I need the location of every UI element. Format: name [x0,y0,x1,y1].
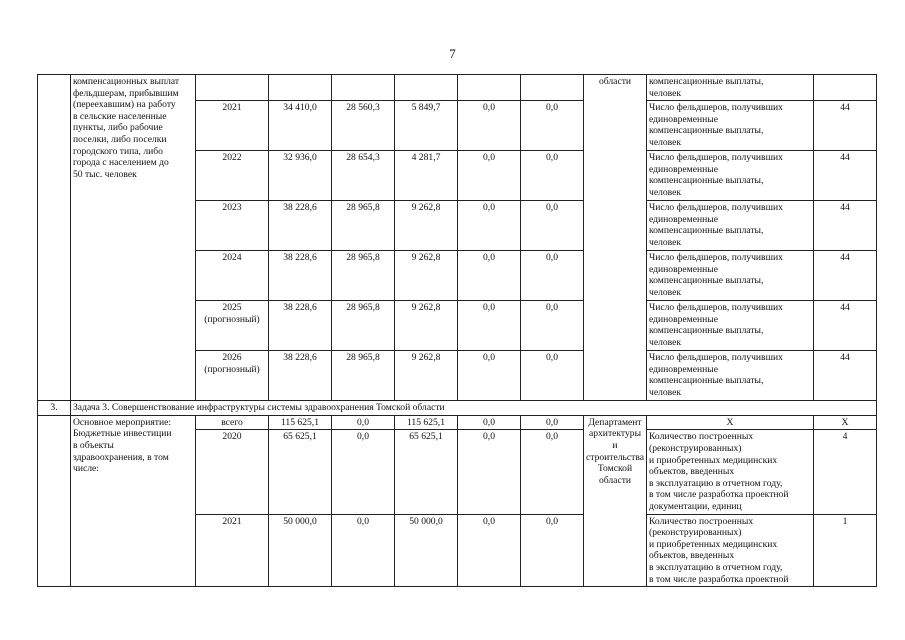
indicator-cell: Количество построенных (реконструированных) и приобретенных медицинских объектов, введенных в эксплуатацию в отчетном году, в том числе разработка проектной [647,514,814,587]
indicator-value-cell: 44 [814,251,877,301]
page-number: 7 [449,46,456,61]
local-cell: 0,0 [458,430,521,514]
task-number-cell: 3. [38,401,71,416]
responsible-cell: области [584,75,647,401]
regional-cell: 9 262,8 [395,201,458,251]
indicator-value-cell: 44 [814,351,877,401]
other-cell: 0,0 [521,430,584,514]
federal-cell: 28 965,8 [332,201,395,251]
regional-cell: 9 262,8 [395,301,458,351]
total-cell: 34 410,0 [269,101,332,151]
local-cell: 0,0 [458,415,521,430]
indicator-cell: Число фельдшеров, получивших единовременные компенсационные выплаты, человек [647,301,814,351]
local-cell: 0,0 [458,301,521,351]
year-cell: всего [196,415,269,430]
year-cell: 2024 [196,251,269,301]
federal-cell: 0,0 [332,514,395,587]
other-cell: 0,0 [521,301,584,351]
total-cell: 115 625,1 [269,415,332,430]
regional-cell: 9 262,8 [395,351,458,401]
total-cell: 38 228,6 [269,351,332,401]
federal-cell: 0,0 [332,430,395,514]
other-cell: 0,0 [521,514,584,587]
other-cell: 0,0 [521,151,584,201]
measure-name-cell: Основное мероприятие: Бюджетные инвестиции в объекты здравоохранения, в том числе: [71,415,196,586]
program-table [37,74,877,587]
total-cell: 32 936,0 [269,151,332,201]
other-cell [521,75,584,101]
total-cell: 38 228,6 [269,301,332,351]
responsible-cell: Департамент архитектуры и строительства Томской области [584,415,647,586]
indicator-value-cell [814,75,877,101]
row-number-cell [38,75,71,401]
local-cell [458,75,521,101]
regional-cell: 65 625,1 [395,430,458,514]
task-title-cell: Задача 3. Совершенствование инфраструктуры системы здравоохранения Томской области [71,401,877,416]
local-cell: 0,0 [458,251,521,301]
total-cell: 38 228,6 [269,251,332,301]
local-cell: 0,0 [458,101,521,151]
year-cell: 2026 (прогнозный) [196,351,269,401]
federal-cell: 28 560,3 [332,101,395,151]
indicator-value-cell: X [814,415,877,430]
year-cell: 2020 [196,430,269,514]
total-cell: 50 000,0 [269,514,332,587]
indicator-cell: Число фельдшеров, получивших единовременные компенсационные выплаты, человек [647,251,814,301]
task-header-row [38,401,877,416]
federal-cell: 28 965,8 [332,301,395,351]
table-row-total [38,415,877,430]
indicator-value-cell: 44 [814,151,877,201]
other-cell: 0,0 [521,201,584,251]
indicator-value-cell: 44 [814,101,877,151]
total-cell: 38 228,6 [269,201,332,251]
regional-cell [395,75,458,101]
indicator-value-cell: 44 [814,301,877,351]
regional-cell: 5 849,7 [395,101,458,151]
total-cell: 65 625,1 [269,430,332,514]
year-cell: 2021 [196,101,269,151]
regional-cell: 4 281,7 [395,151,458,201]
indicator-cell: X [647,415,814,430]
row-number-cell [38,415,71,586]
year-cell: 2021 [196,514,269,587]
indicator-cell: Число фельдшеров, получивших единовременные компенсационные выплаты, человек [647,151,814,201]
federal-cell: 28 965,8 [332,351,395,401]
federal-cell: 28 965,8 [332,251,395,301]
indicator-value-cell: 44 [814,201,877,251]
regional-cell: 115 625,1 [395,415,458,430]
year-cell: 2023 [196,201,269,251]
other-cell: 0,0 [521,351,584,401]
table-row [38,75,877,101]
year-cell [196,75,269,101]
regional-cell: 50 000,0 [395,514,458,587]
regional-cell: 9 262,8 [395,251,458,301]
indicator-value-cell: 1 [814,514,877,587]
local-cell: 0,0 [458,514,521,587]
local-cell: 0,0 [458,151,521,201]
local-cell: 0,0 [458,201,521,251]
local-cell: 0,0 [458,351,521,401]
year-cell: 2025 (прогнозный) [196,301,269,351]
indicator-cell: Число фельдшеров, получивших единовременные компенсационные выплаты, человек [647,101,814,151]
federal-cell: 0,0 [332,415,395,430]
measure-name-cell: компенсационных выплат фельдшерам, прибывшим (переехавшим) на работу в сельские населенные пункты, либо рабочие поселки, либо поселки городского типа, либо города с населением до 50 тыс. человек [71,75,196,401]
other-cell: 0,0 [521,101,584,151]
indicator-cell: Число фельдшеров, получивших единовременные компенсационные выплаты, человек [647,201,814,251]
indicator-cell: Число фельдшеров, получивших единовременные компенсационные выплаты, человек [647,351,814,401]
total-cell [269,75,332,101]
other-cell: 0,0 [521,415,584,430]
indicator-cell: Количество построенных (реконструированных) и приобретенных медицинских объектов, введенных в эксплуатацию в отчетном году, в том числе разработка проектной документации, единиц [647,430,814,514]
indicator-cell: компенсационные выплаты, человек [647,75,814,101]
year-cell: 2022 [196,151,269,201]
other-cell: 0,0 [521,251,584,301]
federal-cell [332,75,395,101]
federal-cell: 28 654,3 [332,151,395,201]
indicator-value-cell: 4 [814,430,877,514]
